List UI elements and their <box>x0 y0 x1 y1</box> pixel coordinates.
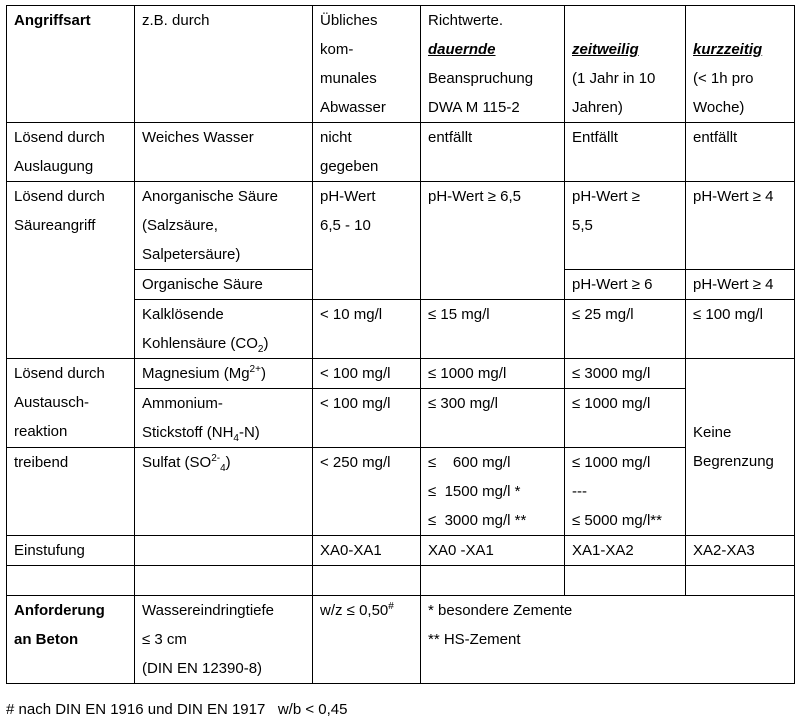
header-angriffsart: Angriffsart <box>7 6 135 123</box>
cell-art: Lösend durch Austausch- reaktion <box>7 359 135 448</box>
cell-durch: Wassereindringtiefe ≤ 3 cm (DIN EN 12390-8) <box>135 596 313 684</box>
row-treibend <box>7 448 795 536</box>
row-blank <box>7 566 795 596</box>
cell-art: Anforderung an Beton <box>7 596 135 684</box>
cell-notes: * besondere Zemente ** HS-Zement <box>421 596 795 684</box>
cell-zeitweilig: ≤ 3000 mg/l <box>565 359 686 389</box>
row-einstufung <box>7 536 795 566</box>
cell-abwasser: < 100 mg/l <box>313 359 421 389</box>
cell-durch: Weiches Wasser <box>135 123 313 182</box>
row-austausch-magnesium <box>7 359 795 389</box>
cell-dauernd: ≤ 1000 mg/l <box>421 359 565 389</box>
header-dauernde: Richtwerte. dauernde Beanspruchung DWA M 115-2 <box>421 6 565 123</box>
cell-empty <box>565 566 686 596</box>
cell-kurzzeitig: ≤ 100 mg/l <box>686 300 795 359</box>
cell-durch: Sulfat $(SO^{2-}_4)$ <box>135 448 313 536</box>
cell-abwasser: w/z ≤ 0,50# <box>313 596 421 684</box>
cell-dauernd: ≤ 15 mg/l <box>421 300 565 359</box>
footnote: # nach DIN EN 1916 und DIN EN 1917 w/b < 0,45 <box>6 701 348 718</box>
cell-art: Lösend durch Säureangriff <box>7 182 135 359</box>
concrete-attack-table <box>6 5 795 684</box>
cell-durch: Ammonium- Stickstoff $(NH_4-N)$ <box>135 389 313 448</box>
cell-kurzzeitig: entfällt <box>686 123 795 182</box>
row-anforderung <box>7 596 795 684</box>
cell-kurzzeitig: pH-Wert ≥ 4 <box>686 182 795 270</box>
cell-durch: Magnesium $(Mg^{2+})$ <box>135 359 313 389</box>
cell-abwasser: XA0-XA1 <box>313 536 421 566</box>
cell-abwasser: nicht gegeben <box>313 123 421 182</box>
row-saeure-anorganisch <box>7 182 795 270</box>
cell-zeitweilig: pH-Wert ≥ 5,5 <box>565 182 686 270</box>
cell-art: treibend <box>7 448 135 536</box>
cell-abwasser: < 250 mg/l <box>313 448 421 536</box>
cell-empty <box>421 566 565 596</box>
cell-kurzzeitig: XA2-XA3 <box>686 536 795 566</box>
header-kurzzeitig: kurzzeitig (< 1h pro Woche) <box>686 6 795 123</box>
cell-empty <box>686 566 795 596</box>
cell-zeitweilig: ≤ 1000 mg/l --- ≤ 5000 mg/l** <box>565 448 686 536</box>
header-durch: z.B. durch <box>135 6 313 123</box>
cell-durch: Anorganische Säure (Salzsäure, Salpetersäure) <box>135 182 313 270</box>
cell-abwasser: < 10 mg/l <box>313 300 421 359</box>
cell-zeitweilig: Entfällt <box>565 123 686 182</box>
cell-keine-begrenzung: Keine Begrenzung <box>686 359 795 536</box>
cell-art: Einstufung <box>7 536 135 566</box>
cell-zeitweilig: pH-Wert ≥ 6 <box>565 270 686 300</box>
cell-abwasser: pH-Wert 6,5 - 10 <box>313 182 421 300</box>
cell-dauernd: ≤ 600 mg/l ≤ 1500 mg/l * ≤ 3000 mg/l ** <box>421 448 565 536</box>
header-abwasser: Übliches kom- munales Abwasser <box>313 6 421 123</box>
cell-dauernd: pH-Wert ≥ 6,5 <box>421 182 565 300</box>
cell-dauernd: XA0 -XA1 <box>421 536 565 566</box>
cell-zeitweilig: ≤ 25 mg/l <box>565 300 686 359</box>
cell-empty <box>313 566 421 596</box>
cell-art: Lösend durch Auslaugung <box>7 123 135 182</box>
cell-durch <box>135 536 313 566</box>
row-auslaugung <box>7 123 795 182</box>
cell-zeitweilig: XA1-XA2 <box>565 536 686 566</box>
cell-empty <box>135 566 313 596</box>
cell-empty <box>7 566 135 596</box>
cell-dauernd: entfällt <box>421 123 565 182</box>
cell-durch: Kalklösende Kohlensäure $(CO_2)$ <box>135 300 313 359</box>
table-header-row <box>7 6 795 123</box>
header-zeitweilig: zeitweilig (1 Jahr in 10 Jahren) <box>565 6 686 123</box>
cell-abwasser: < 100 mg/l <box>313 389 421 448</box>
cell-kurzzeitig: pH-Wert ≥ 4 <box>686 270 795 300</box>
cell-dauernd: ≤ 300 mg/l <box>421 389 565 448</box>
cell-durch: Organische Säure <box>135 270 313 300</box>
cell-zeitweilig: ≤ 1000 mg/l <box>565 389 686 448</box>
